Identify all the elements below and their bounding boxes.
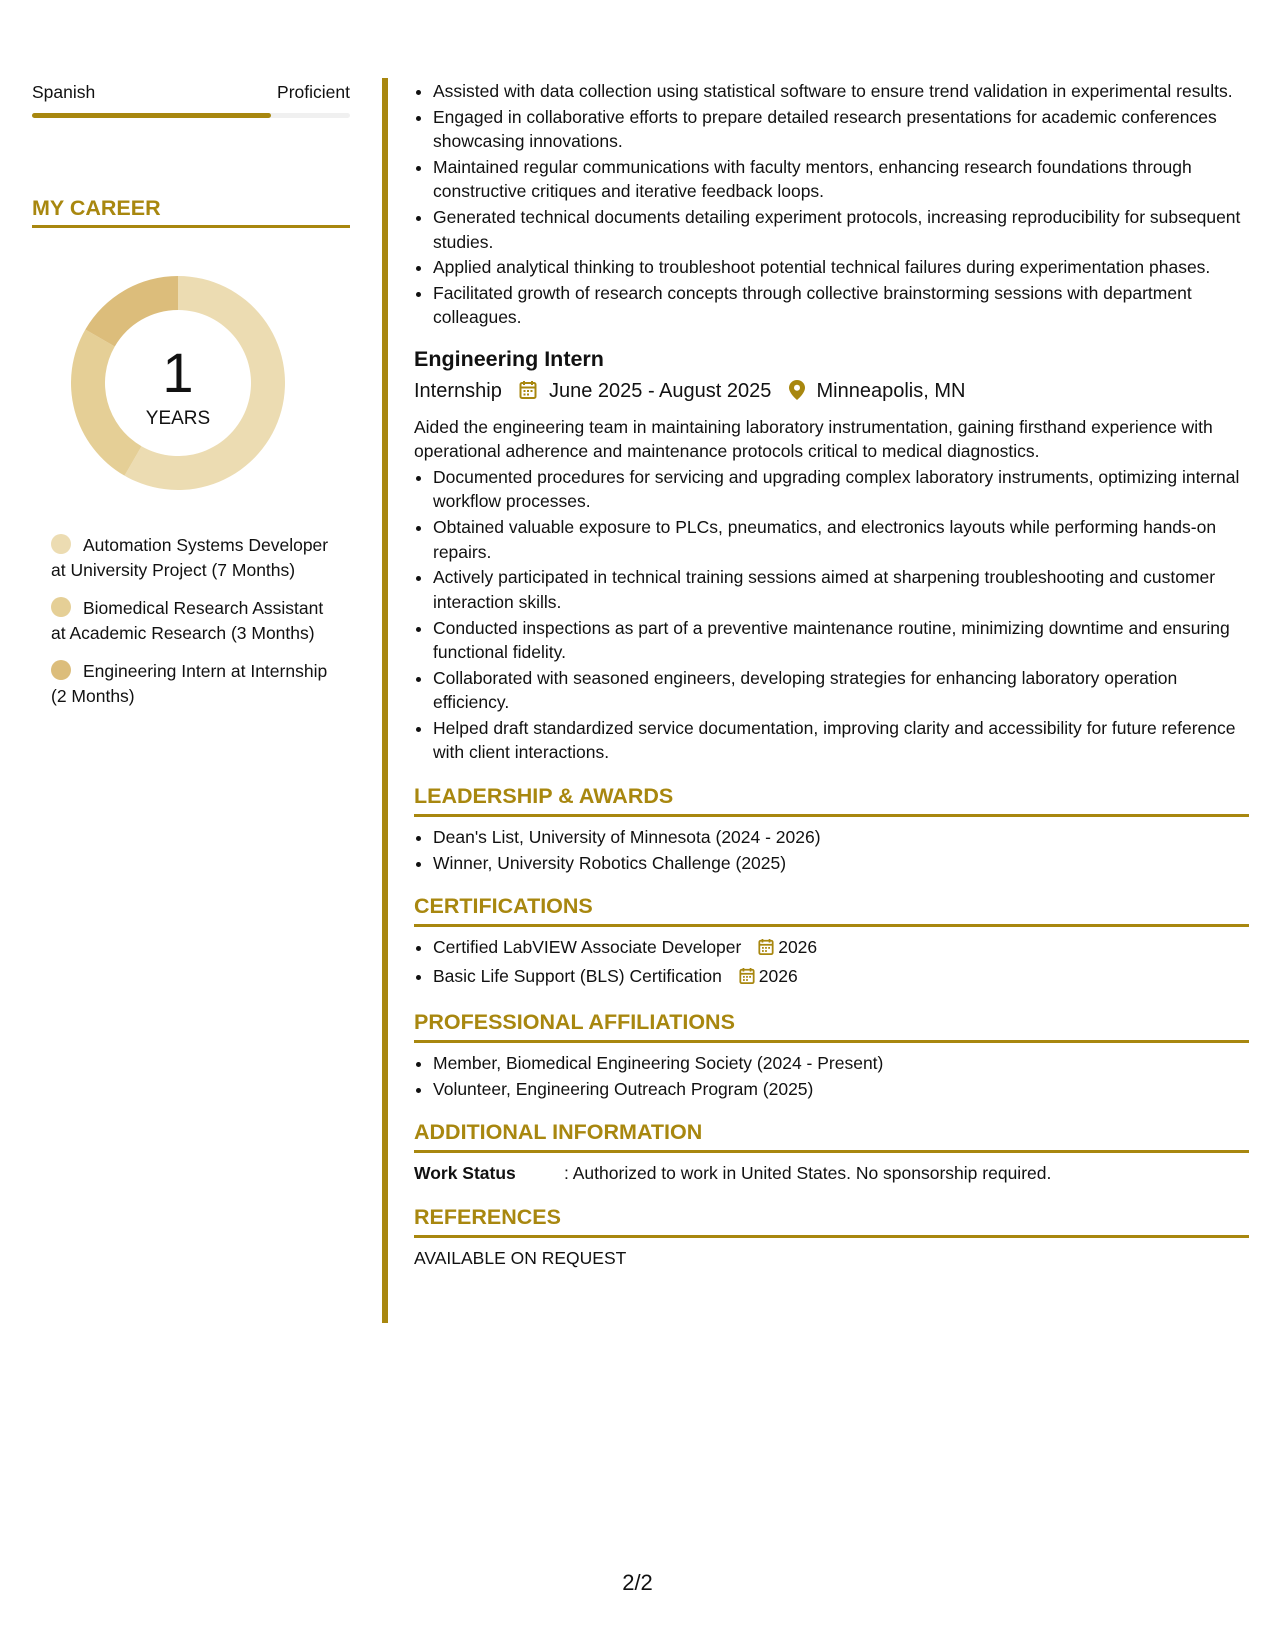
- career-total-unit: YEARS: [145, 408, 211, 429]
- job-bullets: [414, 465, 1249, 765]
- list-item: • Collaborated with seasoned engineers, developing strategies for enhancing laboratory operation efficiency.: [433, 666, 1249, 715]
- calendar-icon: [739, 967, 755, 992]
- affiliations-list: [414, 1051, 1249, 1101]
- references-text: AVAILABLE ON REQUEST: [414, 1247, 627, 1268]
- cert-year: 2026: [778, 937, 818, 958]
- right-column: [414, 79, 1249, 1270]
- leadership-list: [414, 825, 1249, 875]
- legend-dot: [51, 534, 71, 554]
- legend-label: Automation Systems Developer at University Project (7 Months): [51, 535, 329, 580]
- affiliations-heading: PROFESSIONAL AFFILIATIONS: [414, 1009, 1249, 1043]
- job-dates: June 2025 - August 2025: [548, 379, 772, 402]
- language-proficiency-fill: [32, 113, 271, 118]
- certifications-heading: CERTIFICATIONS: [414, 893, 1249, 927]
- cert-year: 2026: [758, 965, 798, 986]
- leadership-heading: LEADERSHIP & AWARDS: [414, 783, 1249, 817]
- career-heading: MY CAREER: [32, 196, 350, 228]
- list-item: • Maintained regular communications with faculty mentors, enhancing research foundations through constructive critiques and iterative feedback loops.: [433, 155, 1249, 204]
- work-status-row: [414, 1161, 1249, 1186]
- column-divider: [382, 78, 388, 1323]
- career-legend-item: [51, 659, 341, 708]
- list-item: [433, 964, 1249, 992]
- career-total-value: 1: [162, 341, 194, 404]
- certifications-list: [414, 935, 1249, 991]
- language-name: Spanish: [32, 82, 96, 102]
- list-item: [433, 935, 1249, 963]
- legend-dot: [51, 597, 71, 617]
- list-item: • Member, Biomedical Engineering Society (2024 - Present): [433, 1051, 1249, 1076]
- donut-slice-3: [85, 276, 178, 347]
- calendar-icon: [758, 938, 774, 963]
- job-location: Minneapolis, MN: [816, 379, 966, 402]
- list-item: • Winner, University Robotics Challenge (2025): [433, 851, 1249, 876]
- list-item: • Dean's List, University of Minnesota (2024 - 2026): [433, 825, 1249, 850]
- list-item: • Helped draft standardized service documentation, improving clarity and accessibility for future reference with client interactions.: [433, 716, 1249, 765]
- references-heading: REFERENCES: [414, 1204, 1249, 1238]
- list-item: • Engaged in collaborative efforts to prepare detailed research presentations for academic conferences showcasing innovations.: [433, 105, 1249, 154]
- job-summary: Aided the engineering team in maintaining laboratory instrumentation, gaining firsthand experience with operational adherence and maintenance protocols critical to medical diagnostics.: [414, 416, 1213, 462]
- cert-name: Basic Life Support (BLS) Certification: [433, 965, 722, 986]
- list-item: • Documented procedures for servicing and upgrading complex laboratory instruments, optimizing internal workflow processes.: [433, 465, 1249, 514]
- list-item: • Volunteer, Engineering Outreach Program (2025): [433, 1077, 1249, 1102]
- calendar-icon: [519, 379, 537, 409]
- career-legend-item: [51, 533, 341, 582]
- work-status-label: Work Status: [414, 1163, 516, 1184]
- cert-name: Certified LabVIEW Associate Developer: [433, 937, 742, 958]
- list-item: • Generated technical documents detailing experiment protocols, increasing reproducibility for subsequent studies.: [433, 205, 1249, 254]
- legend-label: Biomedical Research Assistant at Academic Research (3 Months): [51, 598, 324, 643]
- career-legend-item: [51, 596, 341, 645]
- job-meta: [414, 376, 1249, 409]
- job-title: Engineering Intern: [414, 346, 604, 371]
- previous-job-bullets: [414, 79, 1249, 330]
- language-level: Proficient: [277, 82, 350, 102]
- list-item: • Obtained valuable exposure to PLCs, pneumatics, and electronics layouts while performing hands-on repairs.: [433, 515, 1249, 564]
- list-item: • Conducted inspections as part of a preventive maintenance routine, minimizing downtime and ensuring functional fidelity.: [433, 616, 1249, 665]
- additional-info-heading: ADDITIONAL INFORMATION: [414, 1119, 1249, 1153]
- legend-dot: [51, 660, 71, 680]
- legend-label: Engineering Intern at Internship (2 Months): [51, 661, 328, 706]
- list-item: • Assisted with data collection using statistical software to ensure trend validation in experimental results.: [433, 79, 1249, 104]
- location-pin-icon: [789, 379, 805, 409]
- work-status-value: : Authorized to work in United States. No sponsorship required.: [564, 1163, 1052, 1184]
- language-proficiency-bar: [32, 113, 350, 118]
- career-legend: [51, 533, 341, 722]
- job-company: Internship: [414, 379, 502, 402]
- list-item: • Actively participated in technical training sessions aimed at sharpening troubleshooting and customer interaction skills.: [433, 565, 1249, 614]
- list-item: • Applied analytical thinking to troubleshoot potential technical failures during experimentation phases.: [433, 255, 1249, 280]
- list-item: • Facilitated growth of research concepts through collective brainstorming sessions with department colleagues.: [433, 281, 1249, 330]
- page-number: 2/2: [622, 1570, 653, 1595]
